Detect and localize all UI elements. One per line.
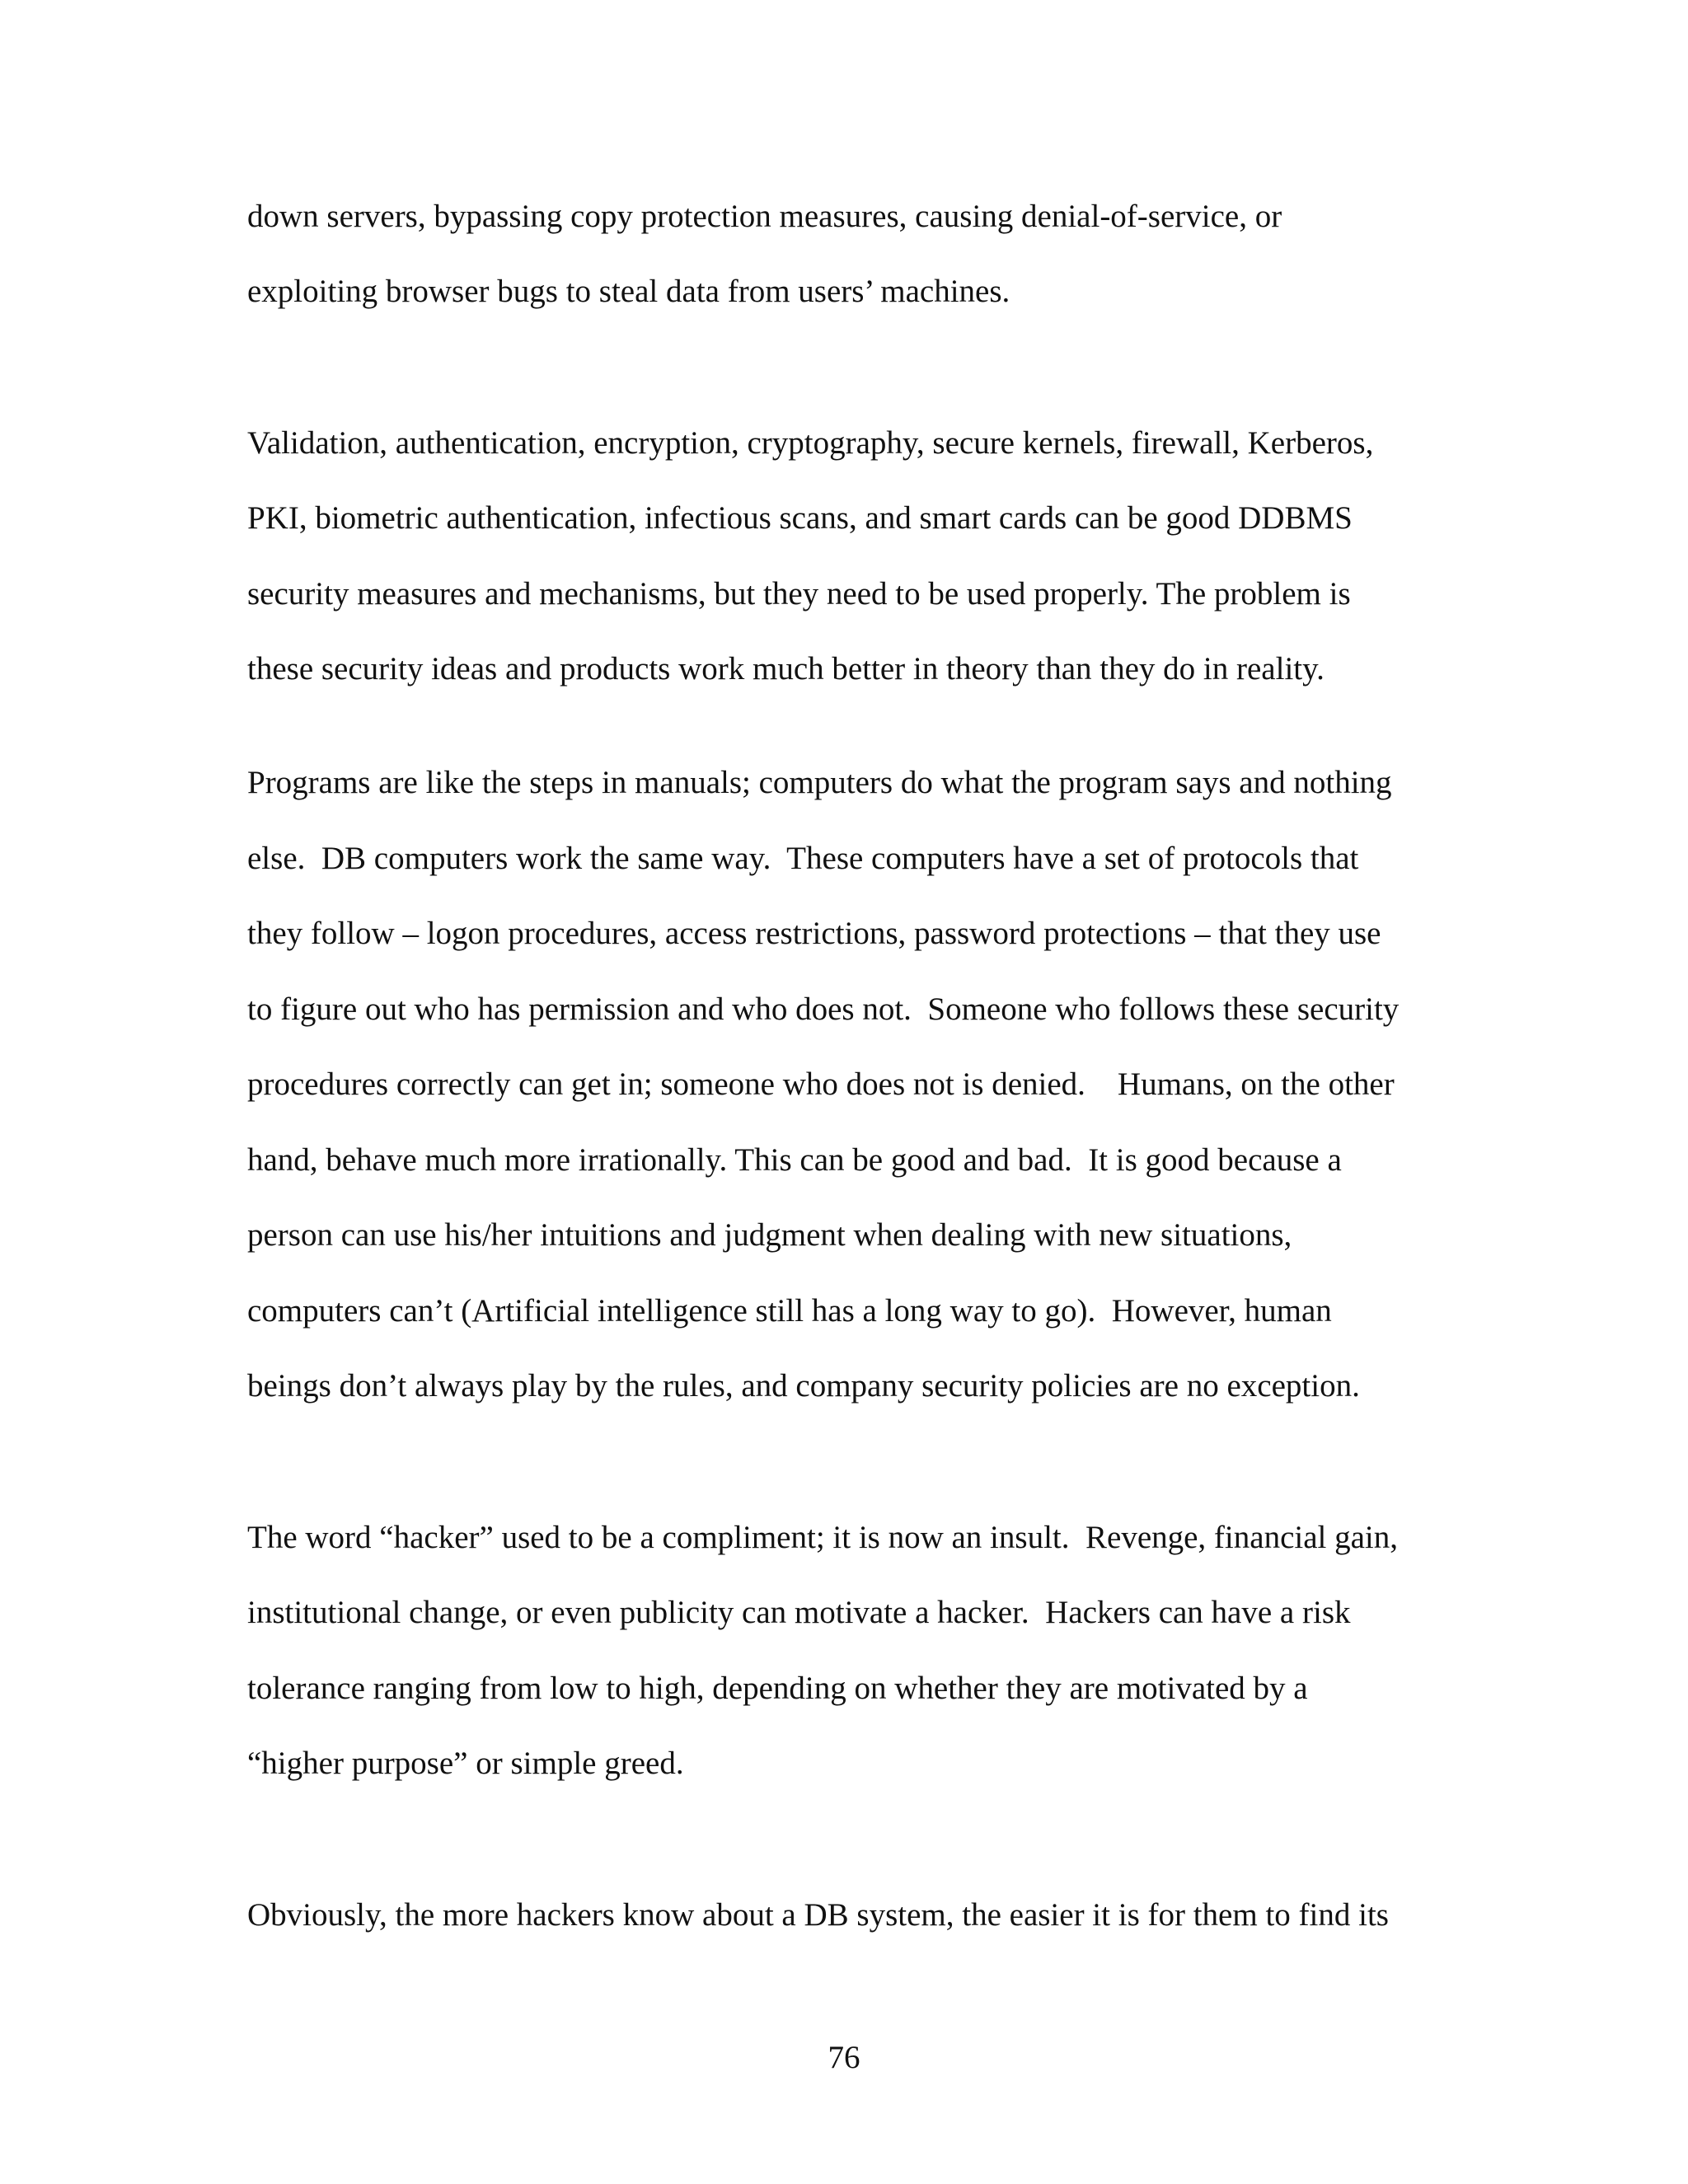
paragraph-1-line-1: down servers, bypassing copy protection measures, causing denial-of-service, or xyxy=(247,199,1282,234)
paragraph-3-line-7: person can use his/her intuitions and judgment when dealing with new situations, xyxy=(247,1217,1292,1253)
paragraph-2-line-3: security measures and mechanisms, but they need to be used properly. The problem is xyxy=(247,576,1351,612)
paragraph-2-line-2: PKI, biometric authentication, infectious scans, and smart cards can be good DDBMS xyxy=(247,500,1353,536)
paragraph-3-line-6: hand, behave much more irrationally. This can be good and bad. It is good because a xyxy=(247,1142,1342,1178)
paragraph-3-line-1: Programs are like the steps in manuals; computers do what the program says and nothing xyxy=(247,765,1392,800)
paragraph-3-line-3: they follow – logon procedures, access restrictions, password protections – that they use xyxy=(247,916,1381,951)
paragraph-2-line-1: Validation, authentication, encryption, cryptography, secure kernels, firewall, Kerberos, xyxy=(247,425,1374,461)
paragraph-3-line-4: to figure out who has permission and who does not. Someone who follows these security xyxy=(247,991,1400,1027)
paragraph-1-line-2: exploiting browser bugs to steal data from users’ machines. xyxy=(247,274,1010,309)
paragraph-3-line-5: procedures correctly can get in; someone who does not is denied. Humans, on the other xyxy=(247,1066,1395,1102)
paragraph-3-line-9: beings don’t always play by the rules, and company security policies are no exception. xyxy=(247,1368,1360,1404)
paragraph-4-line-2: institutional change, or even publicity can motivate a hacker. Hackers can have a risk xyxy=(247,1595,1351,1630)
paragraph-4-line-3: tolerance ranging from low to high, depending on whether they are motivated by a xyxy=(247,1671,1308,1706)
paragraph-4-line-4: “higher purpose” or simple greed. xyxy=(247,1746,684,1781)
paragraph-4-line-1: The word “hacker” used to be a compliment; it is now an insult. Revenge, financial gain, xyxy=(247,1520,1399,1555)
paragraph-5-line-1: Obviously, the more hackers know about a DB system, the easier it is for them to find its xyxy=(247,1897,1389,1933)
page-number: 76 xyxy=(828,2040,860,2075)
paragraph-3-line-2: else. DB computers work the same way. These computers have a set of protocols that xyxy=(247,841,1359,876)
paragraph-2-line-4: these security ideas and products work much better in theory than they do in reality. xyxy=(247,651,1325,687)
paragraph-3-line-8: computers can’t (Artificial intelligence still has a long way to go). However, human xyxy=(247,1293,1332,1329)
